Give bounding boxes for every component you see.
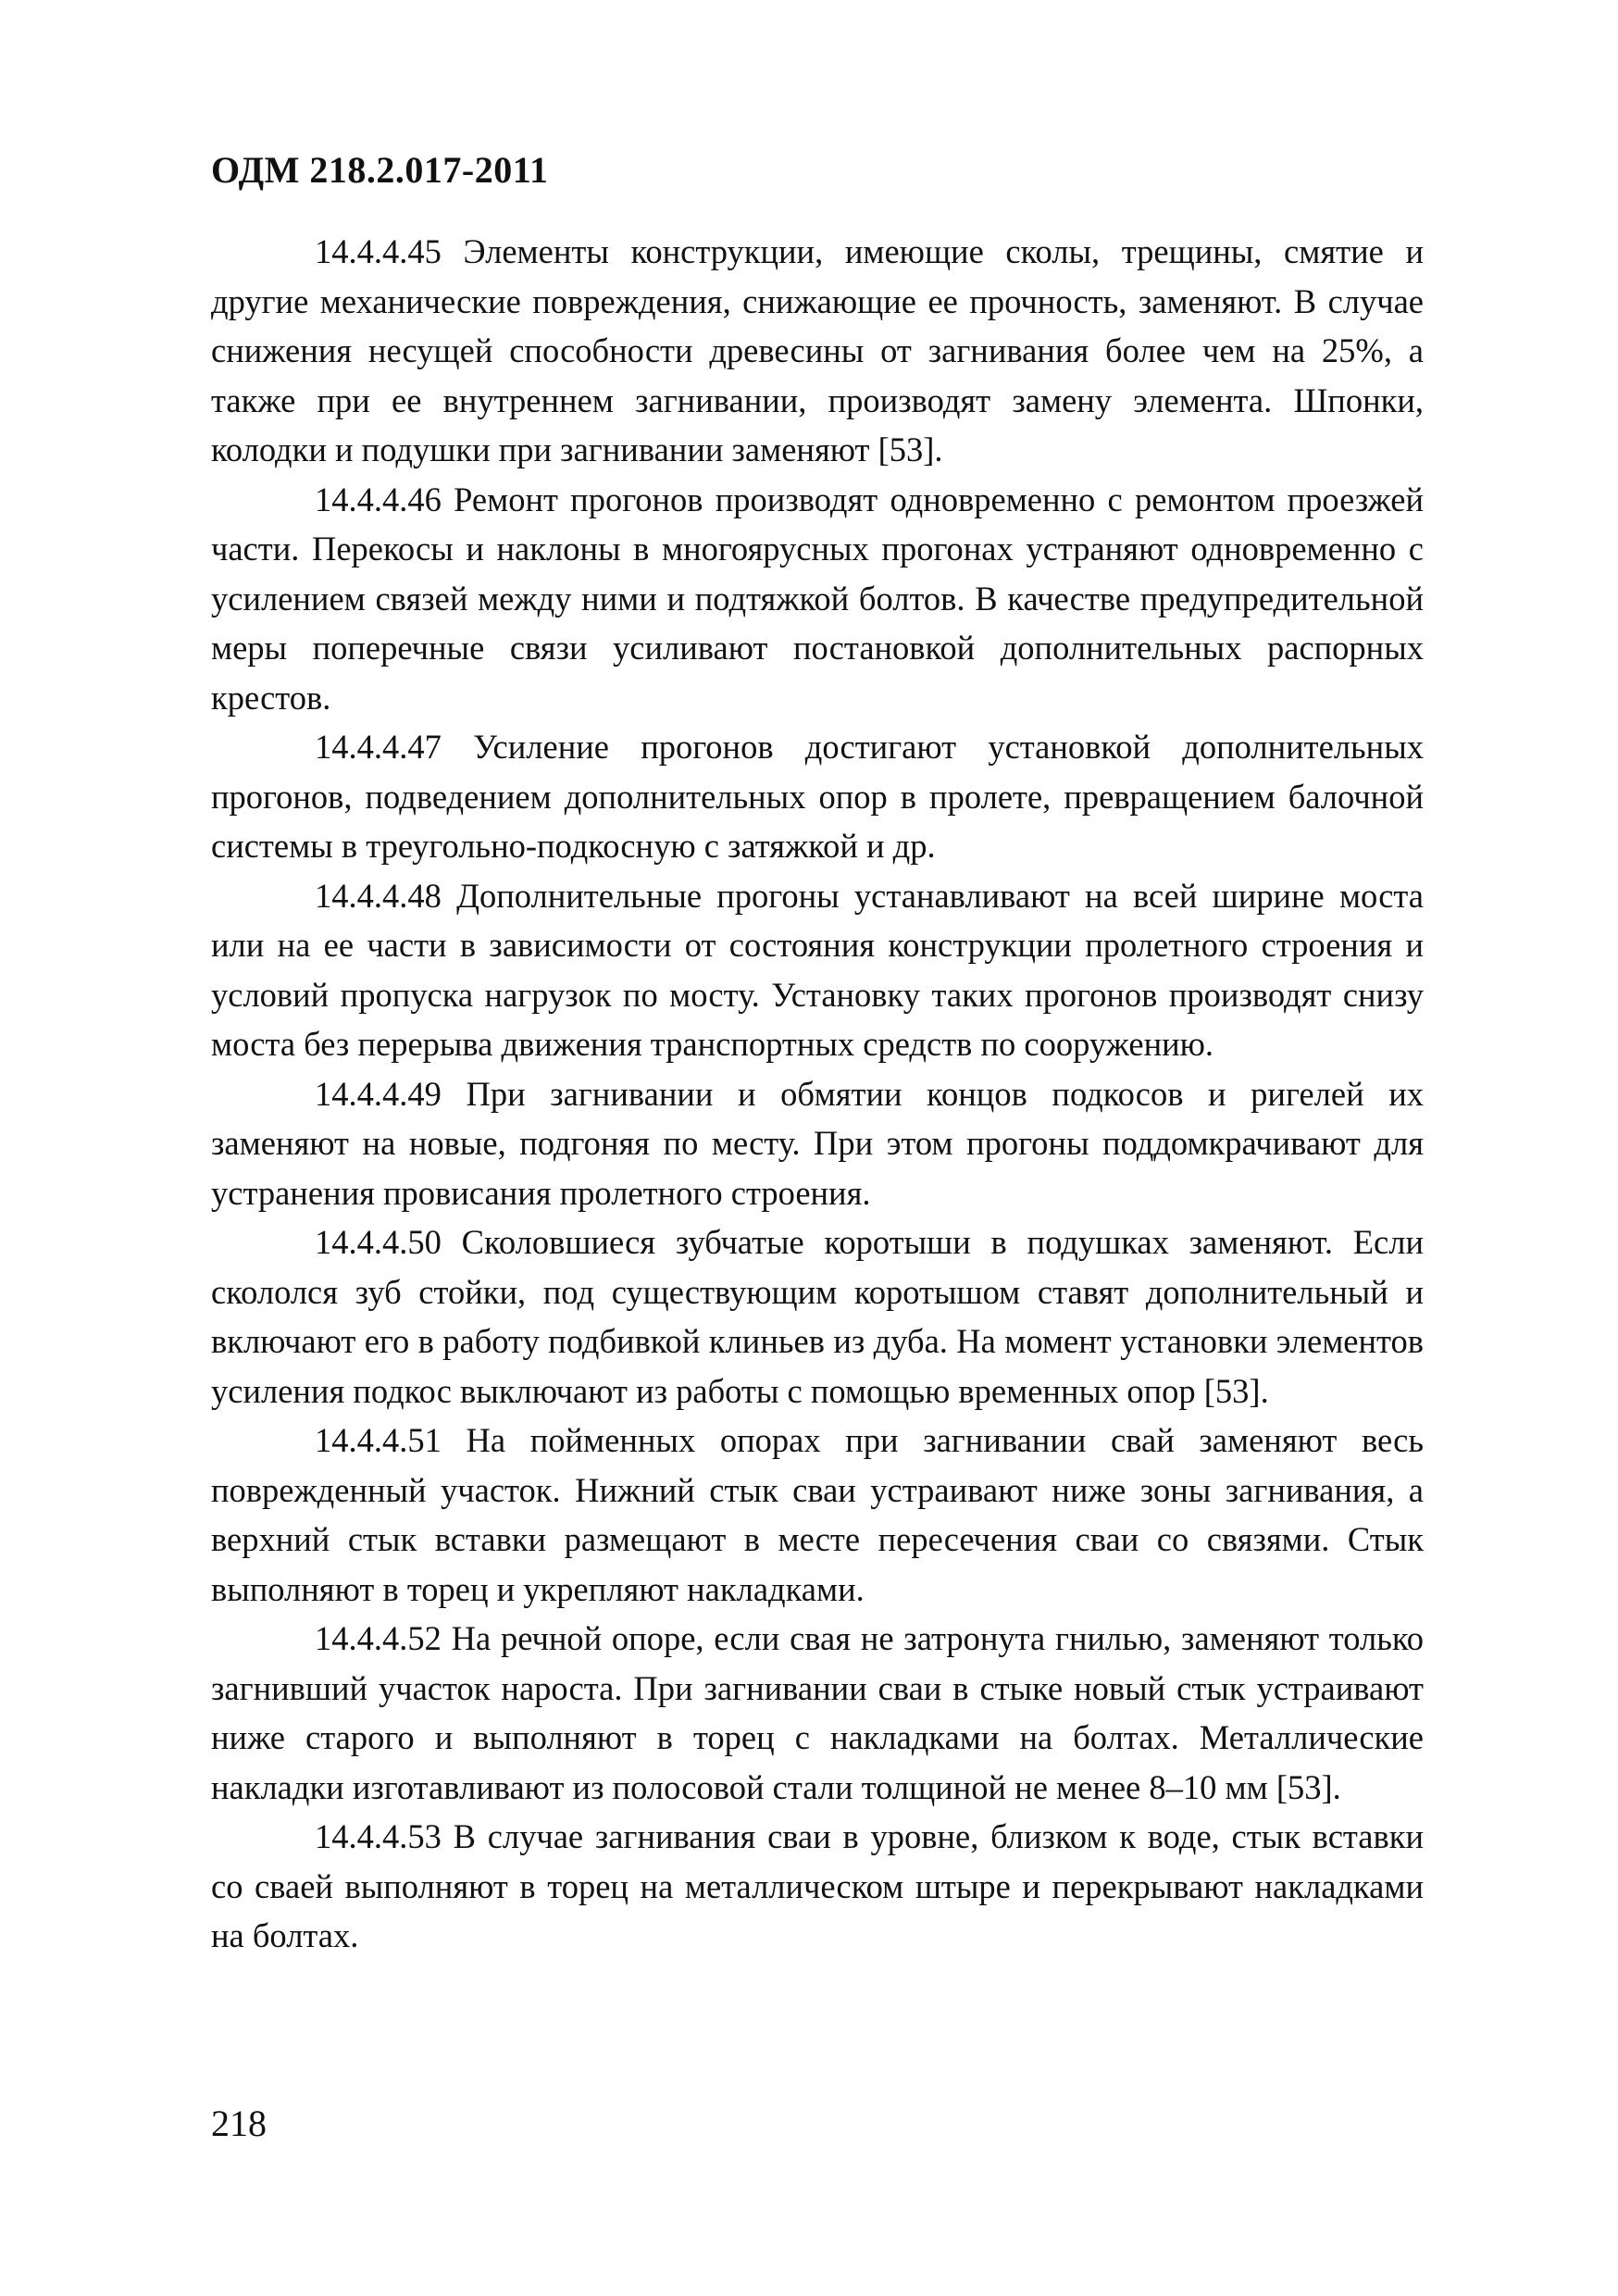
document-body [211, 227, 1424, 1961]
paragraph-14-4-4-52: 14.4.4.52 На речной опоре, если свая не затронута гнилью, заменяют только загнивший участок нароста. При загнивании сваи в стыке новый стык устраивают ниже старого и выполняют в торец с накладками на болтах. Металлические накладки изготавливают из полосовой стали толщиной не менее 8–10 мм [53]. [211, 1619, 1424, 1806]
paragraph-14-4-4-49: 14.4.4.49 При загнивании и обмятии концов подкосов и ригелей их заменяют на новые, подгоняя по месту. При этом прогоны поддомкрачивают для устранения провисания пролетного строения. [211, 1074, 1424, 1212]
paragraph-14-4-4-50: 14.4.4.50 Сколовшиеся зубчатые коротыши в подушках заменяют. Если скололся зуб стойки, под существующим коротышом ставят дополнительный и включают его в работу подбивкой клиньев из дуба. На момент установки элементов усиления подкос выключают из работы с помощью временных опор [53]. [211, 1223, 1424, 1410]
paragraph-14-4-4-51: 14.4.4.51 На пойменных опорах при загнивании свай заменяют весь поврежденный участок. Нижний стык сваи устраивают ниже зоны загнивания, а верхний стык вставки размещают в месте пересечения сваи со связями. Стык выполняют в торец и укрепляют накладками. [211, 1421, 1424, 1608]
paragraph-14-4-4-48: 14.4.4.48 Дополнительные прогоны устанавливают на всей ширине моста или на ее части в зависимости от состояния конструкции пролетного строения и условий пропуска нагрузок по мосту. Установку таких прогонов производят снизу моста без перерыва движения транспортных средств по сооружению. [211, 876, 1424, 1063]
paragraph-14-4-4-53: 14.4.4.53 В случае загнивания сваи в уровне, близком к воде, стык вставки со сваей выполняют в торец на металлическом штыре и перекрывают накладками на болтах. [211, 1817, 1424, 1954]
paragraph-14-4-4-47: 14.4.4.47 Усиление прогонов достигают установкой дополнительных прогонов, подведением дополнительных опор в пролете, превращением балочной системы в треугольно-подкосную с затяжкой и др. [211, 728, 1424, 865]
document-header: ОДМ 218.2.017-2011 [211, 149, 549, 191]
page-number: 218 [211, 2103, 267, 2144]
paragraph-14-4-4-45: 14.4.4.45 Элементы конструкции, имеющие сколы, трещины, смятие и другие механические повреждения, снижающие ее прочность, заменяют. В случае снижения несущей способности древесины от загнивания более чем на 25%, а также при ее внутреннем загнивании, производят замену элемента. Шпонки, колодки и подушки при загнивании заменяют [53]. [211, 232, 1424, 468]
paragraph-14-4-4-46: 14.4.4.46 Ремонт прогонов производят одновременно с ремонтом проезжей части. Перекосы и наклоны в многоярусных прогонах устраняют одновременно с усилением связей между ними и подтяжкой болтов. В качестве предупредительной меры поперечные связи усиливают постановкой дополнительных распорных крестов. [211, 480, 1424, 717]
